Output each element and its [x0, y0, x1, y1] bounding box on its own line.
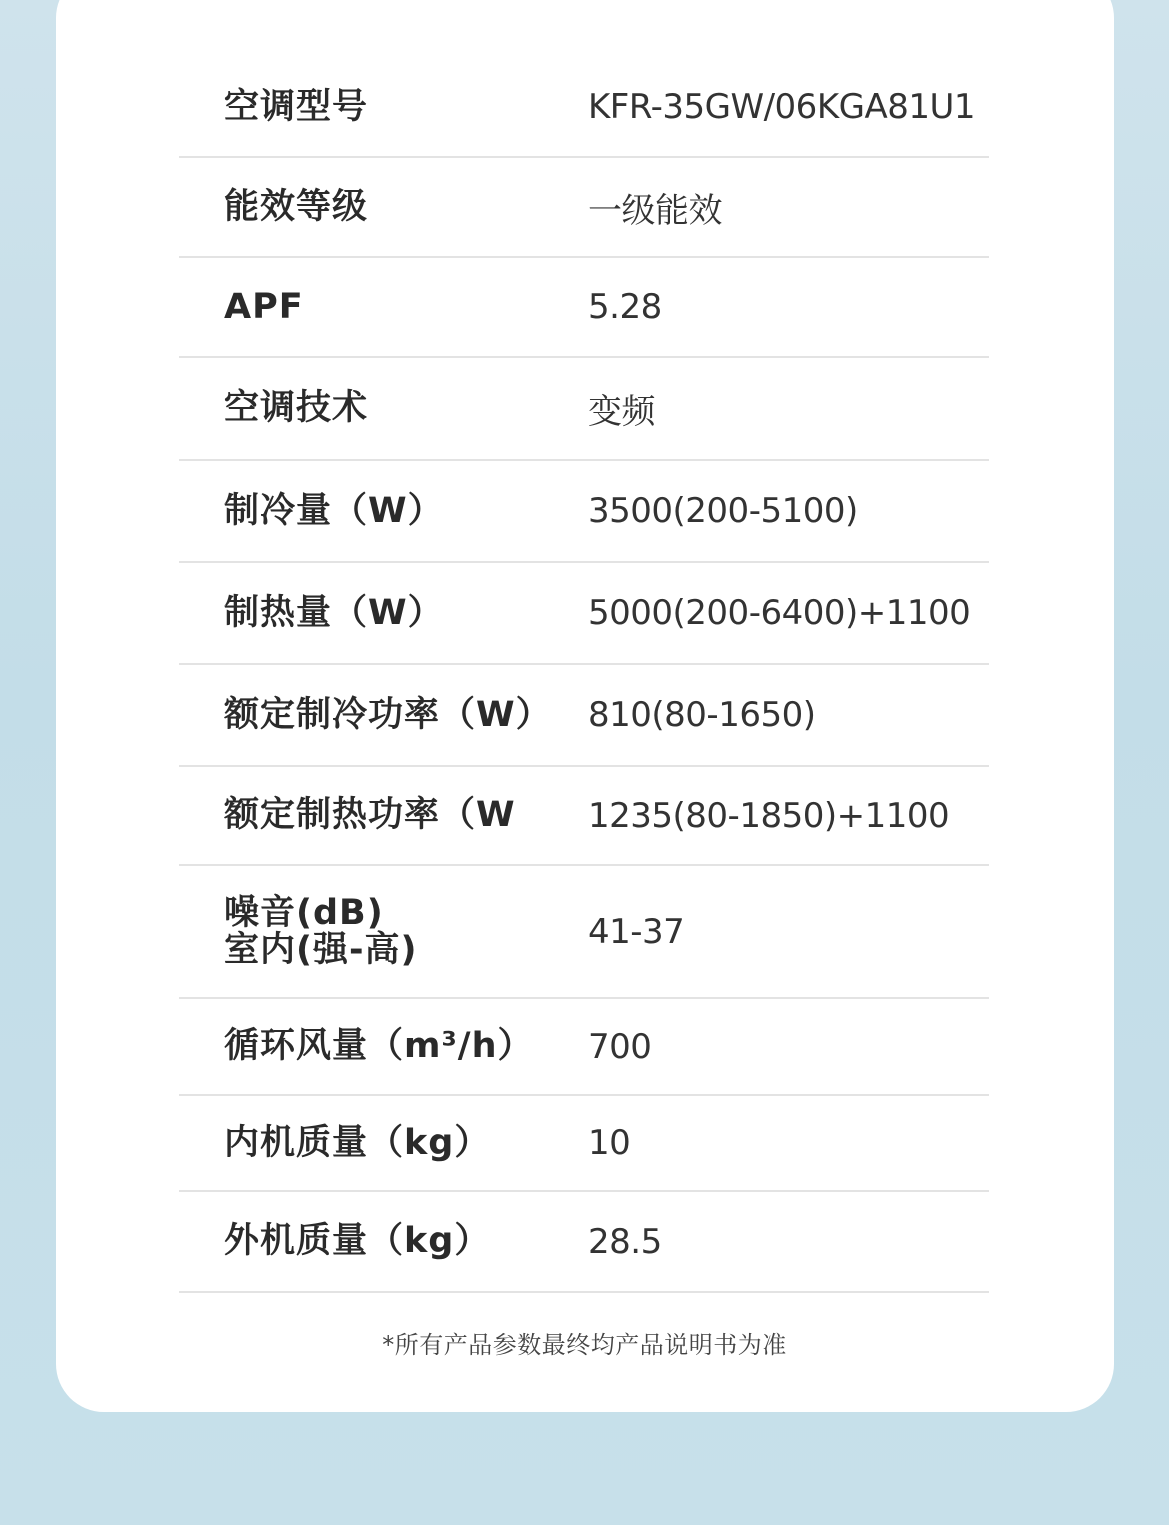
spec-label: 制热量（W） — [224, 592, 444, 633]
spec-row-indoor-weight — [179, 1096, 989, 1192]
spec-row-technology — [179, 358, 989, 461]
spec-value: 一级能效 — [588, 190, 722, 231]
spec-row-outdoor-weight — [179, 1192, 989, 1293]
spec-label: APF — [224, 286, 304, 327]
spec-row-apf — [179, 258, 989, 358]
footnote: *所有产品参数最终均产品说明书为准 — [382, 1331, 787, 1359]
spec-label: 额定制冷功率（W） — [224, 694, 552, 735]
spec-value: 3500(200-5100) — [588, 491, 858, 531]
spec-row-rated-heating-power — [179, 767, 989, 866]
spec-row-model — [179, 58, 989, 158]
spec-value: 5.28 — [588, 287, 662, 327]
spec-value: 700 — [588, 1026, 652, 1067]
spec-label: 空调技术 — [224, 388, 369, 429]
spec-row-airflow — [179, 999, 989, 1096]
spec-label: 能效等级 — [224, 186, 369, 227]
spec-value: KFR-35GW/06KGA81U1 — [588, 87, 975, 127]
spec-row-energy-grade — [179, 158, 989, 258]
spec-value: 变频 — [588, 392, 655, 432]
spec-table — [179, 58, 989, 1293]
spec-value: 1235(80-1850)+1100 — [588, 795, 950, 836]
spec-row-heating-capacity — [179, 563, 989, 665]
spec-label: 内机质量（kg） — [224, 1122, 491, 1163]
spec-label: 制冷量（W） — [224, 490, 444, 531]
spec-label: 外机质量（kg） — [224, 1221, 491, 1262]
spec-value: 41-37 — [588, 911, 685, 952]
spec-label-line: 室内(强-高) — [224, 929, 418, 970]
spec-value: 28.5 — [588, 1221, 662, 1262]
spec-label — [224, 892, 418, 970]
spec-row-rated-cooling-power — [179, 665, 989, 767]
spec-label-line: 噪音(dB) — [224, 892, 384, 933]
spec-row-noise — [179, 866, 989, 999]
spec-value: 10 — [588, 1123, 631, 1163]
spec-row-cooling-capacity — [179, 461, 989, 563]
spec-label: 空调型号 — [224, 86, 369, 127]
spec-value: 810(80-1650) — [588, 695, 816, 735]
spec-label: 额定制热功率（W — [224, 795, 516, 836]
spec-label: 循环风量（m³/h） — [224, 1026, 534, 1067]
spec-value: 5000(200-6400)+1100 — [588, 593, 971, 633]
